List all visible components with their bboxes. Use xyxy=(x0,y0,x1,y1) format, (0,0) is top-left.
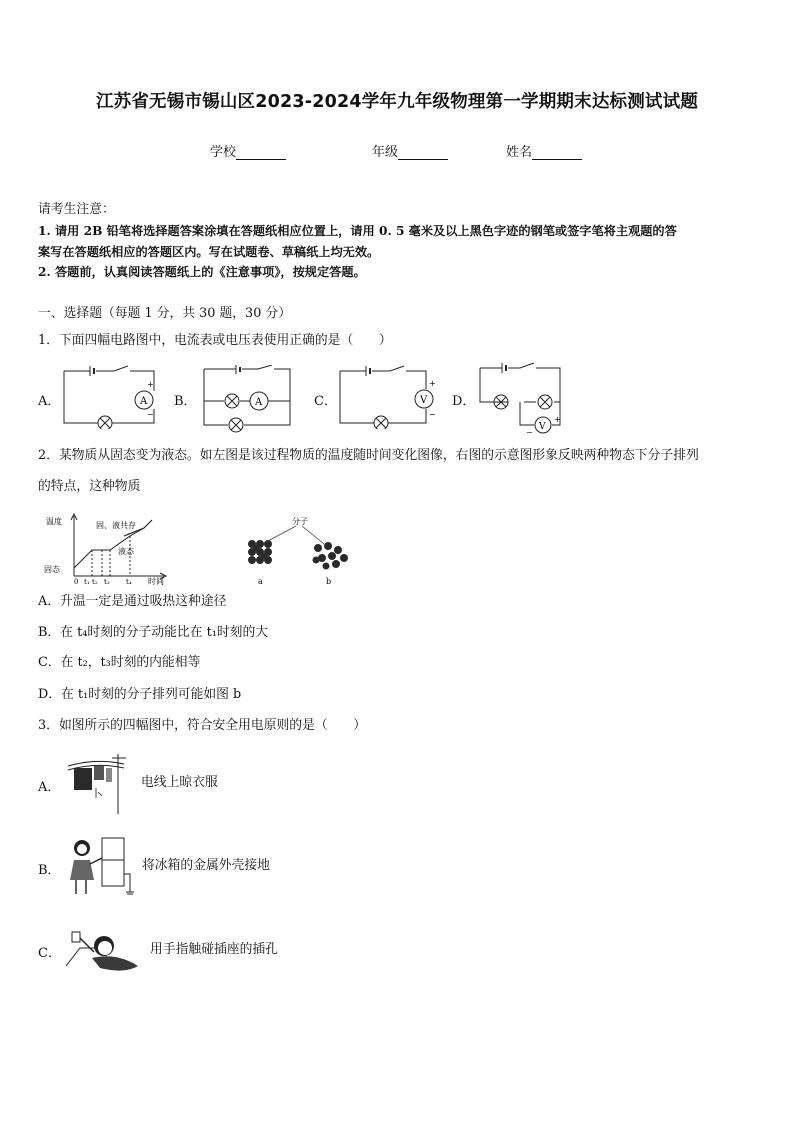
svg-text:−: − xyxy=(526,428,533,437)
grade-field[interactable] xyxy=(372,141,448,160)
svg-text:+: + xyxy=(429,379,436,388)
school-field[interactable] xyxy=(210,141,286,160)
q3-option-c-letter[interactable]: C． xyxy=(38,946,61,961)
graph-tick-t3: t₃ xyxy=(104,578,110,586)
q2-option-a[interactable]: A．升温一定是通过吸热这种途径 xyxy=(38,594,227,609)
clothes-on-powerline-image xyxy=(66,752,132,816)
graph-tick-t2: t₂ xyxy=(92,578,98,586)
q3-option-b-text[interactable]: 将冰箱的金属外壳接地 xyxy=(142,858,270,873)
temperature-time-graph xyxy=(44,510,174,586)
grade-label: 年级 xyxy=(372,145,399,160)
circuit-d-diagram xyxy=(476,362,566,438)
svg-text:+: + xyxy=(147,380,154,389)
circuit-c-diagram xyxy=(338,365,438,429)
q3-option-a-text[interactable]: 电线上晾衣服 xyxy=(141,775,218,790)
circuit-b-diagram xyxy=(198,365,298,435)
q3-stem: 3．如图所示的四幅图中，符合安全用电原则的是（ ） xyxy=(38,718,367,733)
molecule-arrangement-diagram xyxy=(236,512,356,588)
notice-heading: 请考生注意： xyxy=(38,202,115,217)
molecule-label: 分子 xyxy=(292,517,308,526)
graph-origin: 0 xyxy=(74,578,79,586)
notice-line2: 2. 答题前，认真阅读答题纸上的《注意事项》，按规定答题。 xyxy=(38,265,366,279)
q2-stem-line1: 2．某物质从固态变为液态。如左图是该过程物质的温度随时间变化图像，右图的示意图形象反映两种物态下分子排列 xyxy=(38,448,699,463)
voltmeter-c-label: V xyxy=(420,395,428,406)
molecule-a-label: a xyxy=(258,577,263,586)
finger-in-socket-image xyxy=(64,918,146,978)
ammeter-a-label: A xyxy=(140,396,148,407)
q1-option-c-letter[interactable]: C． xyxy=(314,394,337,409)
name-label: 姓名 xyxy=(506,145,533,160)
svg-text:−: − xyxy=(429,410,436,419)
grade-blank[interactable] xyxy=(398,147,448,160)
graph-ylabel: 温度 xyxy=(46,517,62,526)
school-blank[interactable] xyxy=(236,147,286,160)
q1-option-d-letter[interactable]: D． xyxy=(452,394,476,409)
notice-line1a: 1. 请用 2B 铅笔将选择题答案涂填在答题纸相应位置上，请用 0. 5 毫米及以上黑色字迹的钢笔或签字笔将主观题的答 xyxy=(38,224,677,238)
q2-stem-line2: 的特点，这种物质 xyxy=(38,479,141,494)
q1-option-a-letter[interactable]: A． xyxy=(38,394,61,409)
name-blank[interactable] xyxy=(532,147,582,160)
grounded-fridge-image xyxy=(64,834,140,898)
circuit-a-diagram xyxy=(62,365,162,429)
q3-option-b-letter[interactable]: B． xyxy=(38,863,61,878)
graph-tick-t1: t₁ xyxy=(84,578,90,586)
graph-mix-label: 固、液共存 xyxy=(96,521,136,530)
school-label: 学校 xyxy=(210,145,237,160)
q1-stem: 1．下面四幅电路图中，电流表或电压表使用正确的是（ ） xyxy=(38,333,392,348)
section-heading: 一、选择题（每题 1 分，共 30 题，30 分） xyxy=(38,306,292,321)
q2-option-d[interactable]: D．在 t₁时刻的分子排列可能如图 b xyxy=(38,687,242,702)
q1-option-b-letter[interactable]: B． xyxy=(174,394,197,409)
q3-option-c-text[interactable]: 用手指触碰插座的插孔 xyxy=(150,942,278,957)
svg-text:−: − xyxy=(147,410,154,419)
molecule-b-label: b xyxy=(326,577,332,586)
svg-text:+: + xyxy=(554,415,561,424)
graph-tick-t4: t₄ xyxy=(126,578,132,586)
voltmeter-d-label: V xyxy=(539,422,546,432)
name-field[interactable] xyxy=(506,141,582,160)
notice-line1b: 案写在答题纸相应的答题区内。写在试题卷、草稿纸上均无效。 xyxy=(38,245,380,259)
graph-solid-label: 固态 xyxy=(44,565,60,574)
graph-xlabel: 时间 xyxy=(148,577,164,586)
ammeter-b-label: A xyxy=(255,397,263,408)
page-title: 江苏省无锡市锡山区2023-2024学年九年级物理第一学期期末达标测试试题 xyxy=(95,92,699,112)
graph-liquid-label: 液态 xyxy=(118,547,134,556)
q2-option-c[interactable]: C．在 t₂，t₃时刻的内能相等 xyxy=(38,655,201,670)
q2-option-b[interactable]: B．在 t₄时刻的分子动能比在 t₁时刻的大 xyxy=(38,625,269,640)
q3-option-a-letter[interactable]: A． xyxy=(38,780,61,795)
